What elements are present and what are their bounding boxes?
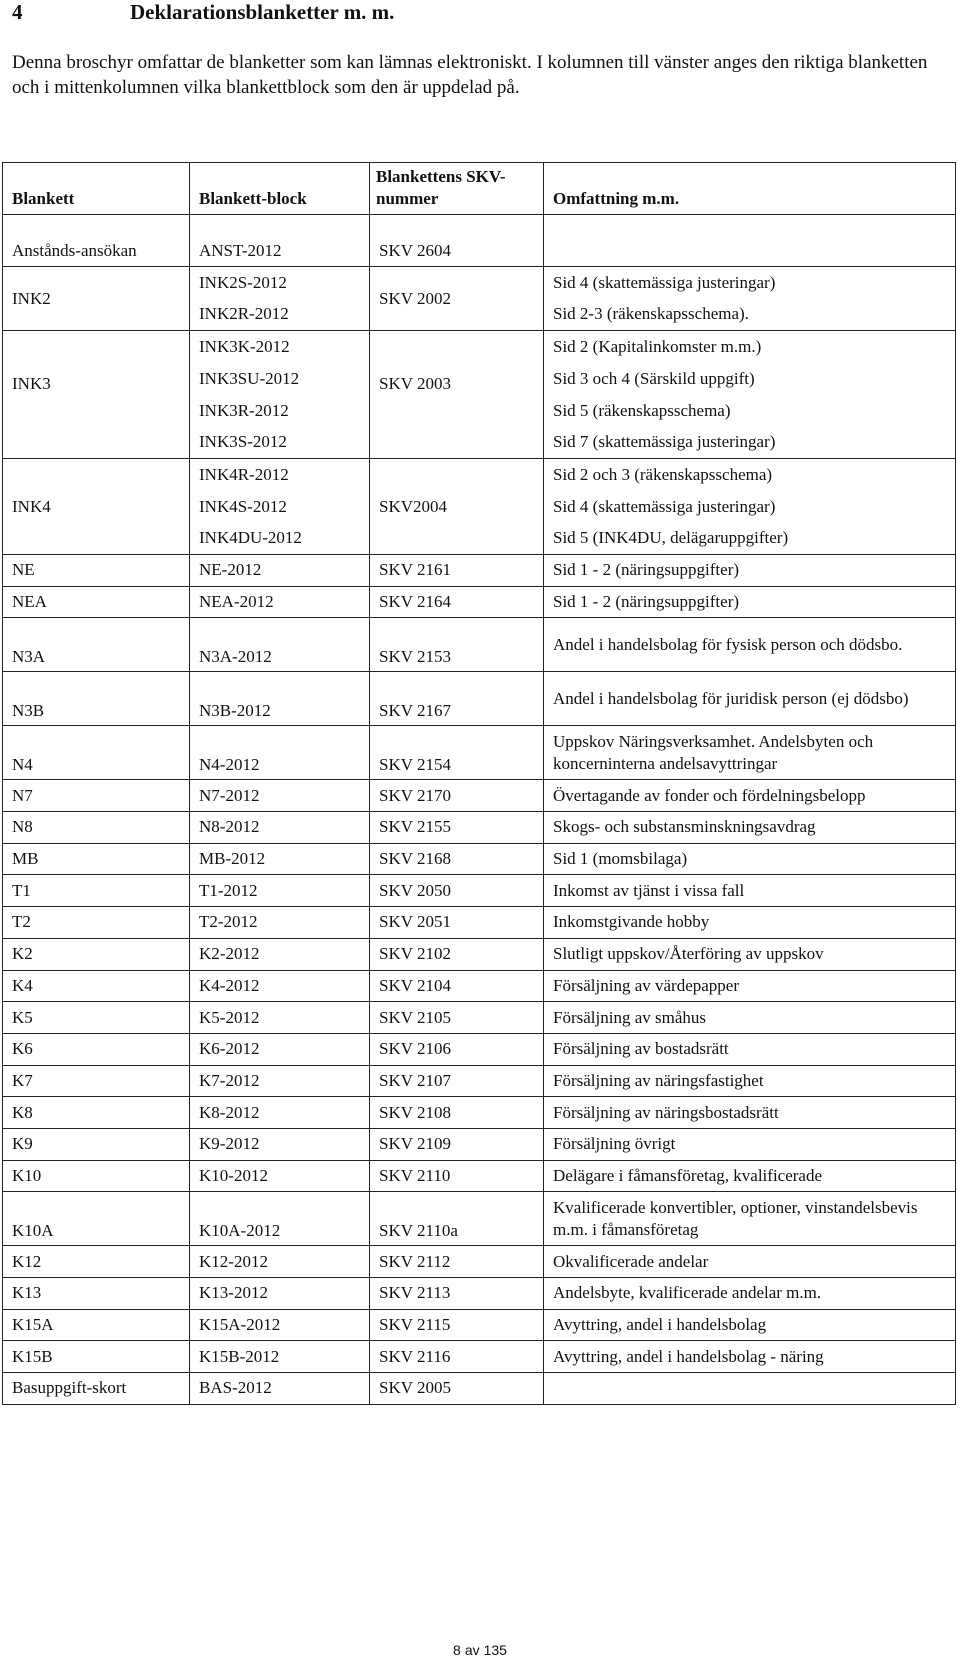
cell-block: NEA-2012 — [190, 586, 370, 618]
cell-scope: Kvalificerade konvertibler, optioner, vinstandelsbevis m.m. i fåmansföretag — [544, 1192, 956, 1246]
cell-scope: Andelsbyte, kvalificerade andelar m.m. — [544, 1278, 956, 1310]
cell-blankett: Anstånds-ansökan — [3, 215, 190, 267]
cell-scope: Sid 5 (räkenskapsschema) — [544, 395, 956, 427]
table-row — [3, 1097, 956, 1129]
cell-block: INK2R-2012 — [190, 299, 370, 331]
cell-blankett: K15B — [3, 1341, 190, 1373]
cell-blankett: K12 — [3, 1246, 190, 1278]
cell-scope: Försäljning övrigt — [544, 1128, 956, 1160]
cell-block: K15B-2012 — [190, 1341, 370, 1373]
cell-block: K5-2012 — [190, 1002, 370, 1034]
page-total: 135 — [483, 1642, 507, 1658]
cell-blankett: N3A — [3, 618, 190, 672]
cell-blankett: INK3 — [3, 331, 190, 459]
table-row — [3, 215, 956, 267]
table-row — [3, 555, 956, 587]
section-heading — [12, 0, 394, 25]
cell-skv: SKV 2110 — [370, 1160, 544, 1192]
header-row — [3, 163, 956, 215]
cell-blankett: N4 — [3, 726, 190, 780]
cell-block: K10-2012 — [190, 1160, 370, 1192]
cell-blankett: NE — [3, 555, 190, 587]
cell-skv: SKV 2115 — [370, 1309, 544, 1341]
cell-block: T1-2012 — [190, 875, 370, 907]
cell-scope: Inkomstgivande hobby — [544, 907, 956, 939]
cell-skv: SKV 2153 — [370, 618, 544, 672]
cell-skv: SKV 2003 — [370, 331, 544, 459]
cell-scope: Slutligt uppskov/Återföring av uppskov — [544, 938, 956, 970]
cell-blankett: K8 — [3, 1097, 190, 1129]
cell-blankett: T1 — [3, 875, 190, 907]
cell-skv: SKV 2170 — [370, 780, 544, 812]
cell-skv: SKV 2105 — [370, 1002, 544, 1034]
cell-block: K15A-2012 — [190, 1309, 370, 1341]
table-row — [3, 267, 956, 299]
form-table — [2, 162, 956, 1405]
cell-blankett: K9 — [3, 1128, 190, 1160]
cell-block: K2-2012 — [190, 938, 370, 970]
cell-block: K12-2012 — [190, 1246, 370, 1278]
table-row — [3, 1002, 956, 1034]
cell-blankett: NEA — [3, 586, 190, 618]
cell-scope: Andel i handelsbolag för fysisk person och dödsbo. — [544, 618, 956, 672]
page-of: av — [464, 1642, 480, 1658]
cell-scope: Inkomst av tjänst i vissa fall — [544, 875, 956, 907]
section-number: 4 — [12, 0, 23, 24]
cell-scope: Sid 7 (skattemässiga justeringar) — [544, 427, 956, 459]
cell-blankett: Basuppgift-skort — [3, 1373, 190, 1405]
cell-skv: SKV 2104 — [370, 970, 544, 1002]
cell-scope: Försäljning av näringsfastighet — [544, 1065, 956, 1097]
cell-block: N3B-2012 — [190, 672, 370, 726]
cell-scope: Sid 5 (INK4DU, delägaruppgifter) — [544, 523, 956, 555]
cell-scope: Okvalificerade andelar — [544, 1246, 956, 1278]
cell-skv: SKV 2168 — [370, 843, 544, 875]
cell-block: BAS-2012 — [190, 1373, 370, 1405]
table-row — [3, 780, 956, 812]
cell-blankett: T2 — [3, 907, 190, 939]
cell-skv: SKV 2155 — [370, 812, 544, 844]
header-block: Blankett-block — [190, 163, 370, 215]
cell-skv: SKV 2005 — [370, 1373, 544, 1405]
cell-skv: SKV 2109 — [370, 1128, 544, 1160]
cell-block: INK4S-2012 — [190, 491, 370, 523]
cell-skv: SKV 2161 — [370, 555, 544, 587]
table-row — [3, 907, 956, 939]
cell-blankett: INK2 — [3, 267, 190, 331]
cell-scope: Sid 3 och 4 (Särskild uppgift) — [544, 363, 956, 395]
cell-scope: Andel i handelsbolag för juridisk person (ej dödsbo) — [544, 672, 956, 726]
cell-skv: SKV 2107 — [370, 1065, 544, 1097]
cell-scope: Sid 1 - 2 (näringsuppgifter) — [544, 586, 956, 618]
cell-blankett: K10 — [3, 1160, 190, 1192]
cell-scope: Delägare i fåmansföretag, kvalificerade — [544, 1160, 956, 1192]
cell-blankett: N7 — [3, 780, 190, 812]
cell-scope: Avyttring, andel i handelsbolag - näring — [544, 1341, 956, 1373]
table-row — [3, 1128, 956, 1160]
cell-scope: Skogs- och substansminskningsavdrag — [544, 812, 956, 844]
table-row — [3, 672, 956, 726]
cell-skv: SKV2004 — [370, 459, 544, 555]
cell-scope: Uppskov Näringsverksamhet. Andelsbyten och koncerninterna andelsavyttringar — [544, 726, 956, 780]
cell-block: T2-2012 — [190, 907, 370, 939]
table-row — [3, 1341, 956, 1373]
cell-blankett: MB — [3, 843, 190, 875]
cell-block: N4-2012 — [190, 726, 370, 780]
cell-scope: Försäljning av bostadsrätt — [544, 1033, 956, 1065]
table-row — [3, 1192, 956, 1246]
section-title: Deklarationsblanketter m. m. — [130, 0, 395, 24]
cell-blankett: K2 — [3, 938, 190, 970]
header-blankett: Blankett — [3, 163, 190, 215]
cell-skv: SKV 2002 — [370, 267, 544, 331]
cell-scope: Försäljning av småhus — [544, 1002, 956, 1034]
header-skv: Blankettens SKV-nummer — [370, 163, 544, 215]
cell-blankett: K5 — [3, 1002, 190, 1034]
cell-skv: SKV 2154 — [370, 726, 544, 780]
cell-block: K10A-2012 — [190, 1192, 370, 1246]
intro-paragraph: Denna broschyr omfattar de blanketter som kan lämnas elektroniskt. I kolumnen till vänster anges den riktiga blanketten och i mittenkolumnen vilka blankettblock som den är uppdelad på. — [12, 52, 928, 98]
table-row — [3, 586, 956, 618]
cell-blankett: K7 — [3, 1065, 190, 1097]
cell-skv: SKV 2167 — [370, 672, 544, 726]
page-footer — [0, 1642, 960, 1658]
cell-skv: SKV 2113 — [370, 1278, 544, 1310]
table-row — [3, 938, 956, 970]
cell-block: N7-2012 — [190, 780, 370, 812]
cell-scope: Avyttring, andel i handelsbolag — [544, 1309, 956, 1341]
table-row — [3, 1160, 956, 1192]
cell-scope: Sid 1 (momsbilaga) — [544, 843, 956, 875]
cell-blankett: K13 — [3, 1278, 190, 1310]
cell-scope: Sid 1 - 2 (näringsuppgifter) — [544, 555, 956, 587]
cell-scope: Sid 4 (skattemässiga justeringar) — [544, 267, 956, 299]
cell-block: INK4R-2012 — [190, 459, 370, 491]
cell-block: INK3S-2012 — [190, 427, 370, 459]
cell-scope: Försäljning av värdepapper — [544, 970, 956, 1002]
cell-skv: SKV 2604 — [370, 215, 544, 267]
cell-skv: SKV 2112 — [370, 1246, 544, 1278]
cell-skv: SKV 2108 — [370, 1097, 544, 1129]
table-row — [3, 843, 956, 875]
cell-blankett: K4 — [3, 970, 190, 1002]
table-row — [3, 1065, 956, 1097]
cell-blankett: K10A — [3, 1192, 190, 1246]
cell-skv: SKV 2051 — [370, 907, 544, 939]
table-row — [3, 726, 956, 780]
cell-blankett: N8 — [3, 812, 190, 844]
cell-skv: SKV 2106 — [370, 1033, 544, 1065]
cell-block: N8-2012 — [190, 812, 370, 844]
cell-blankett: INK4 — [3, 459, 190, 555]
cell-block: K13-2012 — [190, 1278, 370, 1310]
cell-block: ANST-2012 — [190, 215, 370, 267]
cell-scope: Sid 2 och 3 (räkenskapsschema) — [544, 459, 956, 491]
cell-skv: SKV 2164 — [370, 586, 544, 618]
cell-scope: Sid 4 (skattemässiga justeringar) — [544, 491, 956, 523]
cell-blankett: K6 — [3, 1033, 190, 1065]
table-row — [3, 1033, 956, 1065]
table-row — [3, 1309, 956, 1341]
cell-blankett: N3B — [3, 672, 190, 726]
cell-block: N3A-2012 — [190, 618, 370, 672]
cell-block: K6-2012 — [190, 1033, 370, 1065]
cell-block: INK3SU-2012 — [190, 363, 370, 395]
cell-blankett: K15A — [3, 1309, 190, 1341]
cell-block: NE-2012 — [190, 555, 370, 587]
table-row — [3, 459, 956, 491]
cell-block: MB-2012 — [190, 843, 370, 875]
table-row — [3, 1373, 956, 1405]
cell-scope — [544, 215, 956, 267]
table-row — [3, 970, 956, 1002]
cell-block: K4-2012 — [190, 970, 370, 1002]
table-row — [3, 875, 956, 907]
cell-block: K8-2012 — [190, 1097, 370, 1129]
cell-scope: Sid 2 (Kapitalinkomster m.m.) — [544, 331, 956, 363]
table-row — [3, 1278, 956, 1310]
cell-block: INK4DU-2012 — [190, 523, 370, 555]
cell-scope — [544, 1373, 956, 1405]
table-row — [3, 1246, 956, 1278]
cell-block: K7-2012 — [190, 1065, 370, 1097]
cell-block: INK2S-2012 — [190, 267, 370, 299]
cell-block: INK3K-2012 — [190, 331, 370, 363]
cell-scope: Försäljning av näringsbostadsrätt — [544, 1097, 956, 1129]
cell-scope: Övertagande av fonder och fördelningsbelopp — [544, 780, 956, 812]
table-row — [3, 618, 956, 672]
page-number: 8 — [453, 1642, 461, 1658]
cell-skv: SKV 2050 — [370, 875, 544, 907]
cell-scope: Sid 2-3 (räkenskapsschema). — [544, 299, 956, 331]
table-row — [3, 812, 956, 844]
header-scope: Omfattning m.m. — [544, 163, 956, 215]
cell-skv: SKV 2110a — [370, 1192, 544, 1246]
cell-skv: SKV 2102 — [370, 938, 544, 970]
cell-block: K9-2012 — [190, 1128, 370, 1160]
cell-block: INK3R-2012 — [190, 395, 370, 427]
cell-skv: SKV 2116 — [370, 1341, 544, 1373]
table-row — [3, 331, 956, 363]
